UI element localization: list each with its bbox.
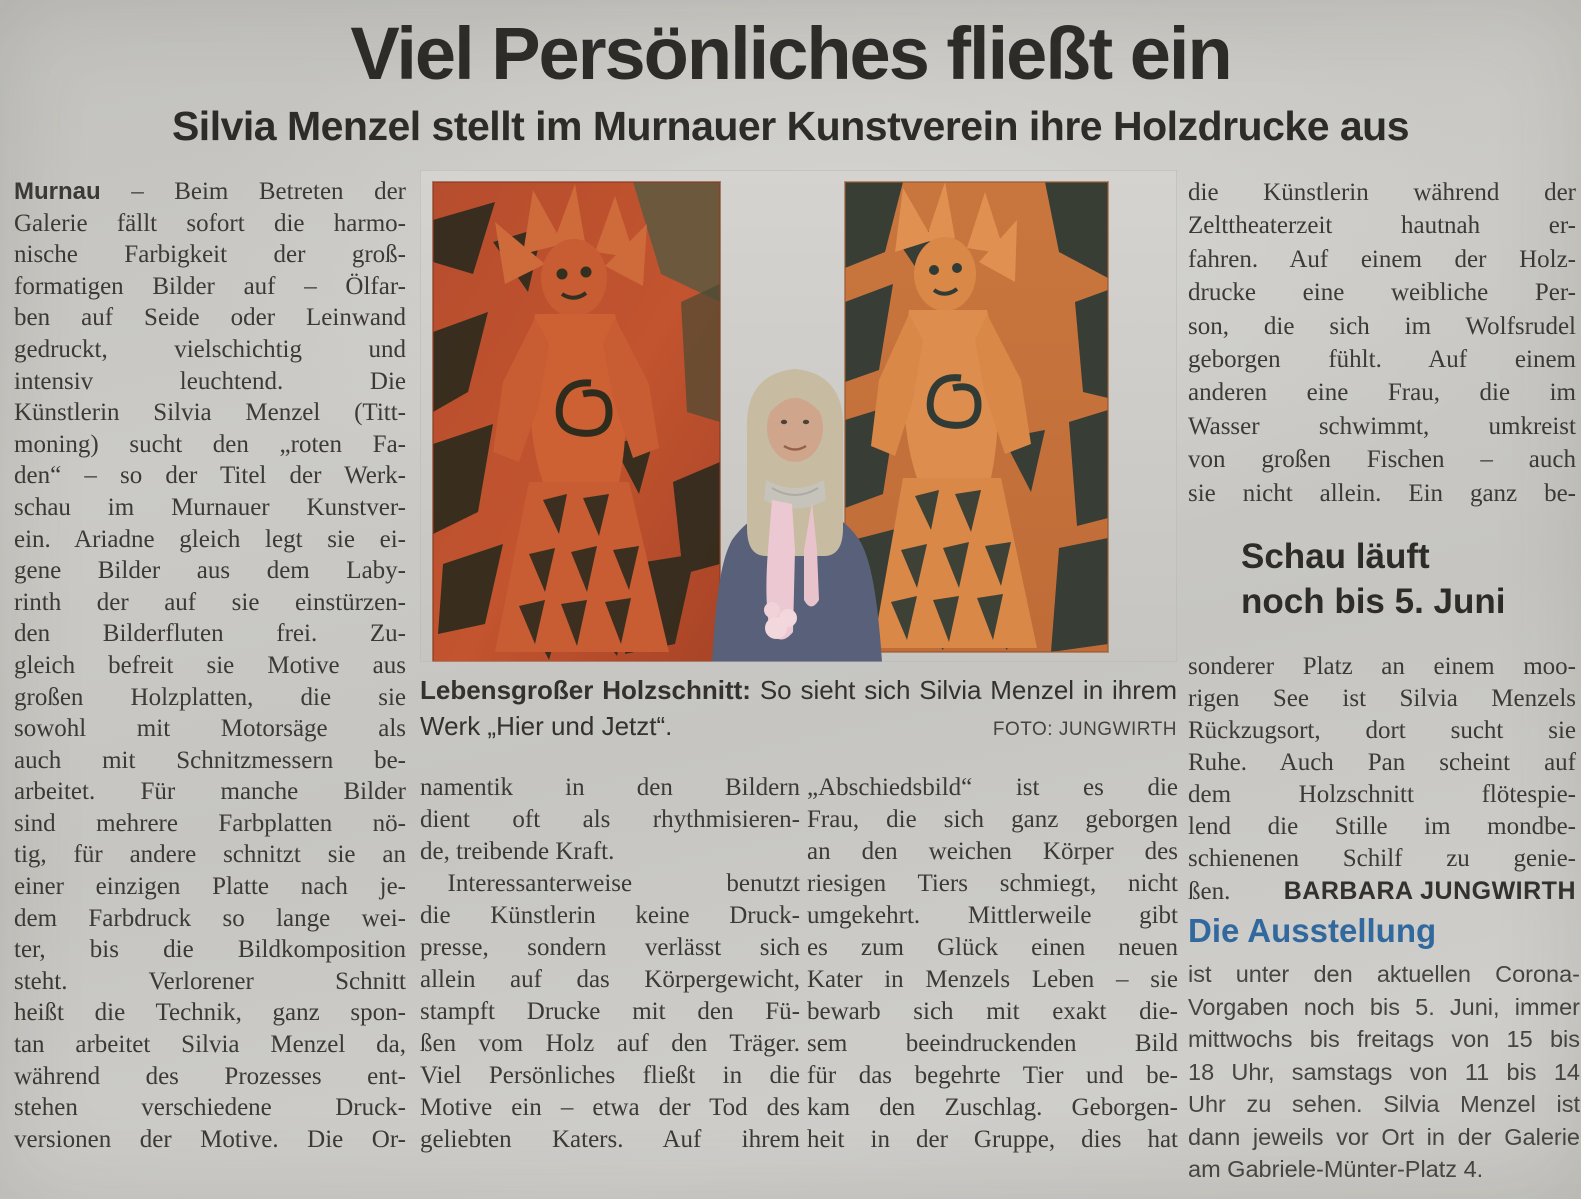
- body-column-2: [420, 772, 800, 1156]
- text-line: Frau, die sich ganz geborgen: [807, 806, 1178, 833]
- dateline-rest: – Beim Betreten der: [100, 178, 406, 205]
- text-line: Rückzugsort, dort sucht sie: [1188, 717, 1576, 744]
- text-line: umgekehrt. Mittlerweile gibt: [807, 902, 1178, 929]
- text-line: bewarb sich mit exakt die-: [807, 998, 1178, 1025]
- dateline: Murnau: [14, 178, 101, 205]
- text-line: geborgen fühlt. Auf einem: [1188, 346, 1576, 374]
- author-byline: BARBARA JUNGWIRTH: [1283, 877, 1576, 905]
- text-line: die Künstlerin während der: [1188, 179, 1576, 206]
- text-line: für das begehrte Tier und be-: [807, 1062, 1178, 1089]
- text-line: steht. Verlorener Schnitt: [14, 967, 406, 995]
- text-line: den“ – so der Titel der Werk-: [14, 462, 406, 490]
- text-line: ter, bis die Bildkomposition: [14, 936, 406, 964]
- text-line: Kater in Menzels Leben – sie: [807, 966, 1178, 993]
- text-line: den Bilderfluten frei. Zu-: [14, 620, 406, 648]
- text-line: Ruhe. Auch Pan scheint auf: [1188, 749, 1576, 776]
- text-line: großen Holzplatten, die sie: [14, 683, 406, 711]
- text-line: es zum Glück einen neuen: [807, 934, 1178, 961]
- text-line: fahren. Auf einem der Holz-: [1188, 245, 1576, 273]
- text-line: allein auf das Körpergewicht,: [420, 966, 800, 993]
- text-line: einer einzigen Platte nach je-: [14, 873, 406, 901]
- subhead-line-1: Schau läuft: [1241, 537, 1430, 576]
- article-title: Viel Persönliches fließt ein: [350, 12, 1231, 95]
- text-line: stampft Drucke mit den Fü-: [420, 998, 800, 1025]
- text-line: ßen vom Holz auf den Träger.: [420, 1030, 800, 1057]
- text-line: auch mit Schnitzmessern be-: [14, 746, 406, 774]
- text-line: Viel Persönliches fließt in die: [420, 1062, 800, 1089]
- text-line: Künstlerin Silvia Menzel (Titt-: [14, 399, 406, 427]
- text-line: sie nicht allein. Ein ganz be-: [1188, 479, 1576, 507]
- caption-lead: Lebensgroßer Holzschnitt:: [420, 675, 751, 705]
- text-line: Uhr zu sehen. Silvia Menzel ist: [1188, 1091, 1580, 1117]
- text-line: Interessanterweise benutzt: [447, 870, 800, 897]
- text-line: heit in der Gruppe, dies hat: [807, 1126, 1178, 1153]
- col4-bottom-lines: [1188, 651, 1576, 875]
- article-photo: [420, 170, 1177, 662]
- left-woodcut-print: [433, 182, 720, 662]
- left-print-figure: [493, 184, 669, 652]
- text-line: moning) sucht den „roten Fa-: [14, 430, 406, 458]
- text-line: arbeitet. Für manche Bilder: [14, 778, 406, 806]
- text-line: gene Bilder aus dem Laby-: [14, 557, 406, 585]
- text-line: sonderer Platz an einem moo-: [1188, 653, 1576, 680]
- text-line: gleich befreit sie Motive aus: [14, 651, 406, 679]
- text-line: kam den Zuschlag. Geborgen-: [807, 1094, 1178, 1121]
- text-line: intensiv leuchtend. Die: [14, 367, 406, 395]
- caption-rest: So sieht sich Silvia Menzel in ihrem: [750, 675, 1177, 705]
- body-column-4-top: [1188, 176, 1576, 510]
- body-column-4-bottom: [1188, 651, 1576, 908]
- text-line: schienenen Schilf zu genie-: [1188, 845, 1576, 872]
- photo-credit: FOTO: JUNGWIRTH: [992, 719, 1177, 740]
- text-line: gedruckt, vielschichtig und: [14, 335, 406, 363]
- subhead-line-2: noch bis 5. Juni: [1241, 582, 1506, 621]
- text-line: dient oft als rhythmisieren-: [420, 806, 800, 833]
- paragraph-last-word: ßen.: [1188, 878, 1231, 905]
- text-line: ist unter den aktuellen Corona-: [1188, 961, 1580, 987]
- body-column-1: [14, 176, 406, 1155]
- text-line: Zelttheaterzeit hautnah er-: [1188, 212, 1576, 240]
- text-line: de, treibende Kraft.: [420, 838, 615, 865]
- text-line: während des Prozesses ent-: [14, 1062, 406, 1090]
- text-line: Wasser schwimmt, umkreist: [1188, 412, 1576, 440]
- article-subtitle: Silvia Menzel stellt im Murnauer Kunstverein ihre Holzdrucke aus: [171, 103, 1410, 149]
- text-line: nische Farbigkeit der groß-: [14, 241, 406, 269]
- text-line: presse, sondern verlässt sich: [420, 934, 800, 961]
- text-line: riesigen Tiers schmiegt, nicht: [807, 870, 1178, 897]
- text-line: dem Farbdruck so lange wei-: [14, 904, 406, 932]
- text-line: sem beeindruckenden Bild: [807, 1030, 1178, 1057]
- photo-caption: [420, 672, 1177, 748]
- caption-line2-text: Werk „Hier und Jetzt“.: [420, 711, 673, 741]
- text-line: an den weichen Körper des: [807, 838, 1178, 865]
- section-subhead: [1241, 534, 1576, 624]
- text-line: von großen Fischen – auch: [1188, 446, 1576, 474]
- author-row: [1188, 875, 1576, 908]
- text-line: heißt die Technik, ganz spon-: [14, 999, 406, 1027]
- text-line: dann jeweils vor Ort in der Galerie: [1188, 1123, 1580, 1150]
- caption-line-1: [420, 672, 1177, 708]
- text-line: Vorgaben noch bis 5. Juni, immer: [1188, 993, 1580, 1020]
- text-line: schau im Murnauer Kunstver-: [14, 493, 406, 521]
- text-line: anderen eine Frau, die im: [1188, 379, 1576, 407]
- col1-lines: [14, 208, 406, 1156]
- text-line: stehen verschiedene Druck-: [14, 1094, 406, 1122]
- text-line: versionen der Motive. Die Or-: [14, 1125, 406, 1153]
- text-line: rinth der auf sie einstürzen-: [14, 588, 406, 616]
- text-line: dem Holzschnitt flötespie-: [1188, 781, 1576, 808]
- text-line: geliebten Katers. Auf ihrem: [420, 1126, 800, 1153]
- text-line: lend die Stille im mondbe-: [1188, 813, 1576, 840]
- text-line: formatigen Bilder auf – Ölfar-: [14, 272, 406, 300]
- infobox-body: [1188, 958, 1580, 1186]
- caption-line-2: [420, 708, 1177, 748]
- text-line: Galerie fällt sofort die harmo-: [14, 209, 406, 237]
- text-line: namentik in den Bildern: [420, 774, 800, 801]
- infobox-heading: Die Ausstellung: [1188, 912, 1437, 949]
- body-column-3: [807, 772, 1178, 1156]
- text-line: tig, für andere schnitzt sie an: [14, 841, 406, 869]
- text-line: tan arbeitet Silvia Menzel da,: [14, 1031, 406, 1059]
- text-line: ben auf Seide oder Leinwand: [14, 304, 406, 332]
- text-line: ein. Ariadne gleich legt sie ei-: [14, 525, 406, 553]
- text-line: sind mehrere Farbplatten nö-: [14, 809, 406, 837]
- text-line: mittwochs bis freitags von 15 bis: [1188, 1026, 1580, 1052]
- text-line: sowohl mit Motorsäge als: [14, 715, 406, 743]
- text-line: Motive ein – etwa der Tod des: [420, 1094, 800, 1121]
- text-line: 18 Uhr, samstags von 11 bis 14: [1188, 1058, 1580, 1085]
- text-line: son, die sich im Wolfsrudel: [1188, 312, 1576, 340]
- dateline-row: [14, 176, 406, 208]
- text-line: drucke eine weibliche Per-: [1188, 279, 1576, 307]
- gallery-photo-illustration: [420, 170, 1177, 662]
- text-line: die Künstlerin keine Druck-: [420, 902, 800, 929]
- text-line: am Gabriele-Münter-Platz 4.: [1188, 1156, 1484, 1182]
- text-line: rigen See ist Silvia Menzels: [1188, 685, 1576, 712]
- right-woodcut-print: [845, 182, 1108, 652]
- text-line: „Abschiedsbild“ ist es die: [807, 774, 1178, 801]
- exhibition-infobox: [1188, 912, 1580, 1186]
